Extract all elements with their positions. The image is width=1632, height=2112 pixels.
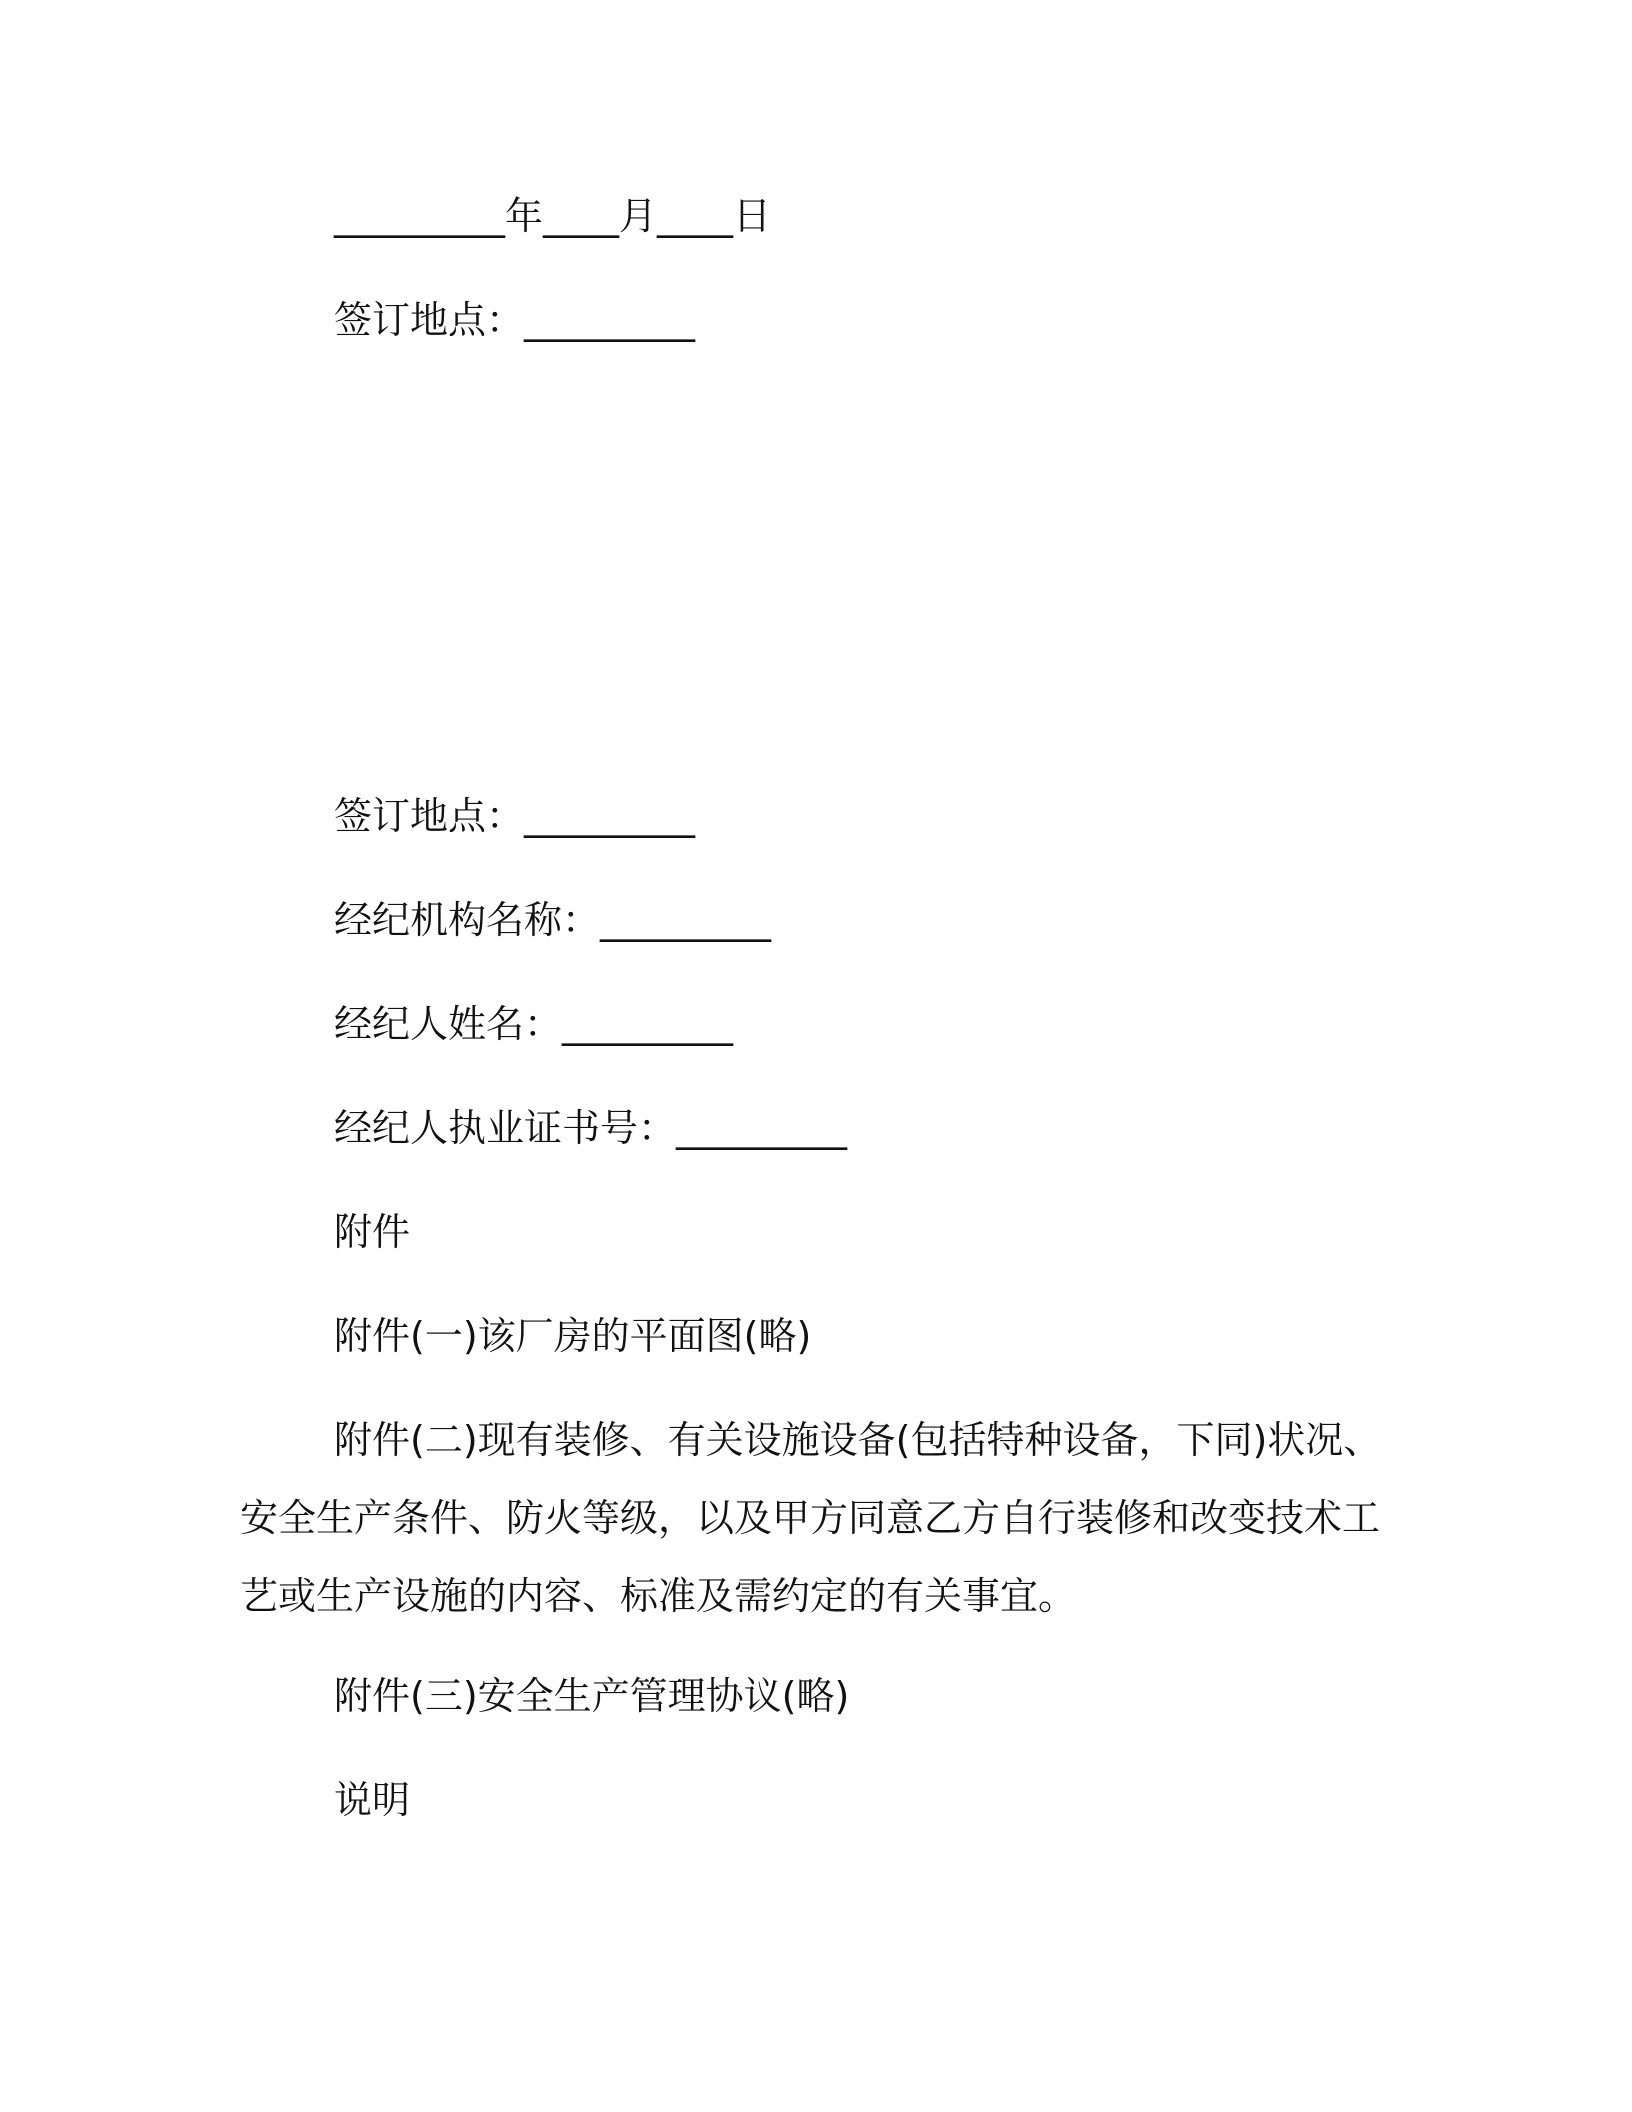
agency-name-line: 经纪机构名称：_________ xyxy=(334,898,772,942)
attachment-item: 附件(一)该厂房的平面图(略) xyxy=(334,1314,812,1358)
attachments-heading: 附件 xyxy=(334,1210,411,1254)
date-line: _________年____月____日 xyxy=(334,194,772,238)
attachment-item-text: 附件(二)现有装修、有关设施设备(包括特种设备，下同)状况、安全生产条件、防火等级，以及甲方同意乙方自行装修和改变技术工艺或生产设施的内容、标准及需约定的有关事宜。 xyxy=(240,1418,1382,1618)
attachment-item: 附件(三)安全生产管理协议(略) xyxy=(334,1674,850,1718)
sign-place-line: 签订地点：_________ xyxy=(334,794,696,838)
sign-place-line: 签订地点：_________ xyxy=(334,298,696,342)
attachment-item-paragraph xyxy=(240,1401,1390,1635)
agent-license-line: 经纪人执业证书号：_________ xyxy=(334,1106,848,1150)
agent-name-line: 经纪人姓名：_________ xyxy=(334,1002,734,1046)
notes-heading: 说明 xyxy=(334,1778,411,1822)
